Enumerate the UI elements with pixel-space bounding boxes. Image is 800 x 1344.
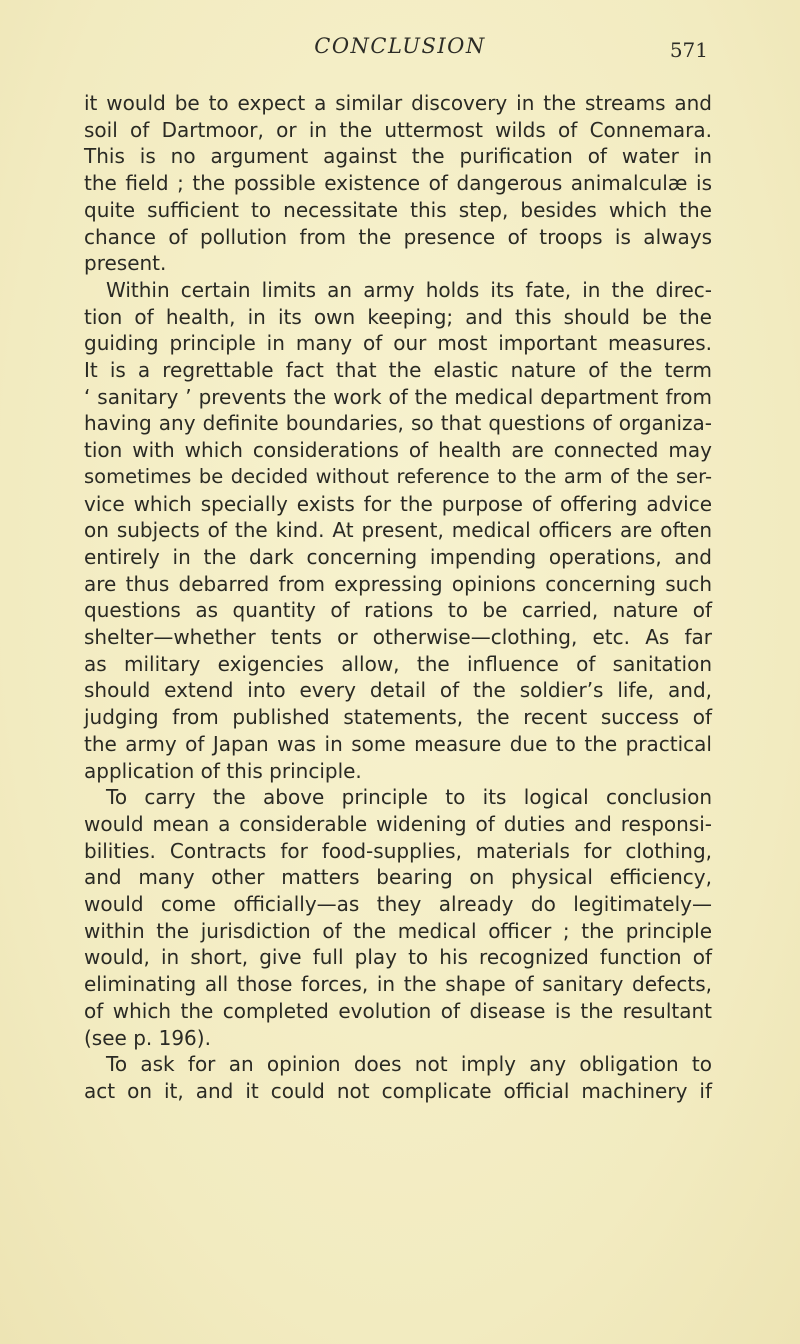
text-line: chance of pollution from the presence of troops is always	[84, 224, 712, 249]
text-line: bilities. Contracts for food-supplies, materials for clothing,	[84, 838, 712, 863]
text-line: shelter—whether tents or otherwise—clothing, etc. As far	[84, 625, 712, 649]
text-line: It is a regrettable fact that the elastic nature of the term	[84, 358, 712, 382]
text-line: would come officially—as they already do legitimately—	[84, 892, 712, 916]
text-line: This is no argument against the purification of water in	[84, 144, 712, 169]
text-line: ‘ sanitary ’ prevents the work of the medical department from	[84, 384, 712, 409]
text-line: Within certain limits an army holds its fate, in the direc-	[106, 277, 712, 302]
text-line: the field ; the possible existence of dangerous animalculæ is	[84, 171, 712, 196]
text-line: (see p. 196).	[84, 1025, 211, 1050]
text-line: judging from published statements, the recent success of	[84, 705, 712, 730]
text-line: guiding principle in many of our most important measures.	[84, 331, 712, 356]
running-head: CONCLUSION	[314, 34, 486, 58]
text-line: are thus debarred from expressing opinions concerning such	[84, 571, 712, 596]
text-line: as military exigencies allow, the influence of sanitation	[84, 651, 712, 676]
text-line: application of this principle.	[84, 758, 362, 783]
text-line: sometimes be decided without reference to the arm of the ser-	[84, 464, 712, 488]
text-line: To ask for an opinion does not imply any obligation to	[106, 1052, 712, 1077]
text-line: it would be to expect a similar discovery in the streams and	[84, 91, 712, 115]
text-line: within the jurisdiction of the medical officer ; the principle	[84, 918, 712, 943]
text-line: quite sufficient to necessitate this step, besides which the	[84, 197, 712, 222]
text-line: present.	[84, 251, 167, 276]
text-line: eliminating all those forces, in the shape of sanitary defects,	[84, 972, 712, 997]
page-header	[0, 34, 800, 74]
text-line: tion of health, in its own keeping; and this should be the	[84, 304, 712, 329]
text-line: entirely in the dark concerning impending operations, and	[84, 544, 712, 569]
text-line: To carry the above principle to its logical conclusion	[106, 785, 712, 810]
text-line: vice which specially exists for the purpose of offering advice	[84, 491, 712, 516]
page-number: 571	[669, 38, 708, 62]
text-line: act on it, and it could not complicate official machinery if	[84, 1078, 712, 1103]
text-line: having any definite boundaries, so that questions of organiza-	[84, 411, 712, 436]
text-line: the army of Japan was in some measure due to the practical	[84, 731, 712, 756]
text-line: questions as quantity of rations to be carried, nature of	[84, 598, 712, 623]
text-line: on subjects of the kind. At present, medical officers are often	[84, 518, 712, 543]
text-line: of which the completed evolution of disease is the resultant	[84, 998, 712, 1023]
text-line: would mean a considerable widening of duties and responsi-	[84, 811, 712, 836]
text-line: should extend into every detail of the soldier’s life, and,	[84, 678, 712, 703]
text-line: and many other matters bearing on physical efficiency,	[84, 865, 712, 890]
text-line: tion with which considerations of health are connected may	[84, 438, 712, 463]
text-line: would, in short, give full play to his recognized function of	[84, 945, 712, 970]
text-line: soil of Dartmoor, or in the uttermost wilds of Connemara.	[84, 117, 712, 142]
